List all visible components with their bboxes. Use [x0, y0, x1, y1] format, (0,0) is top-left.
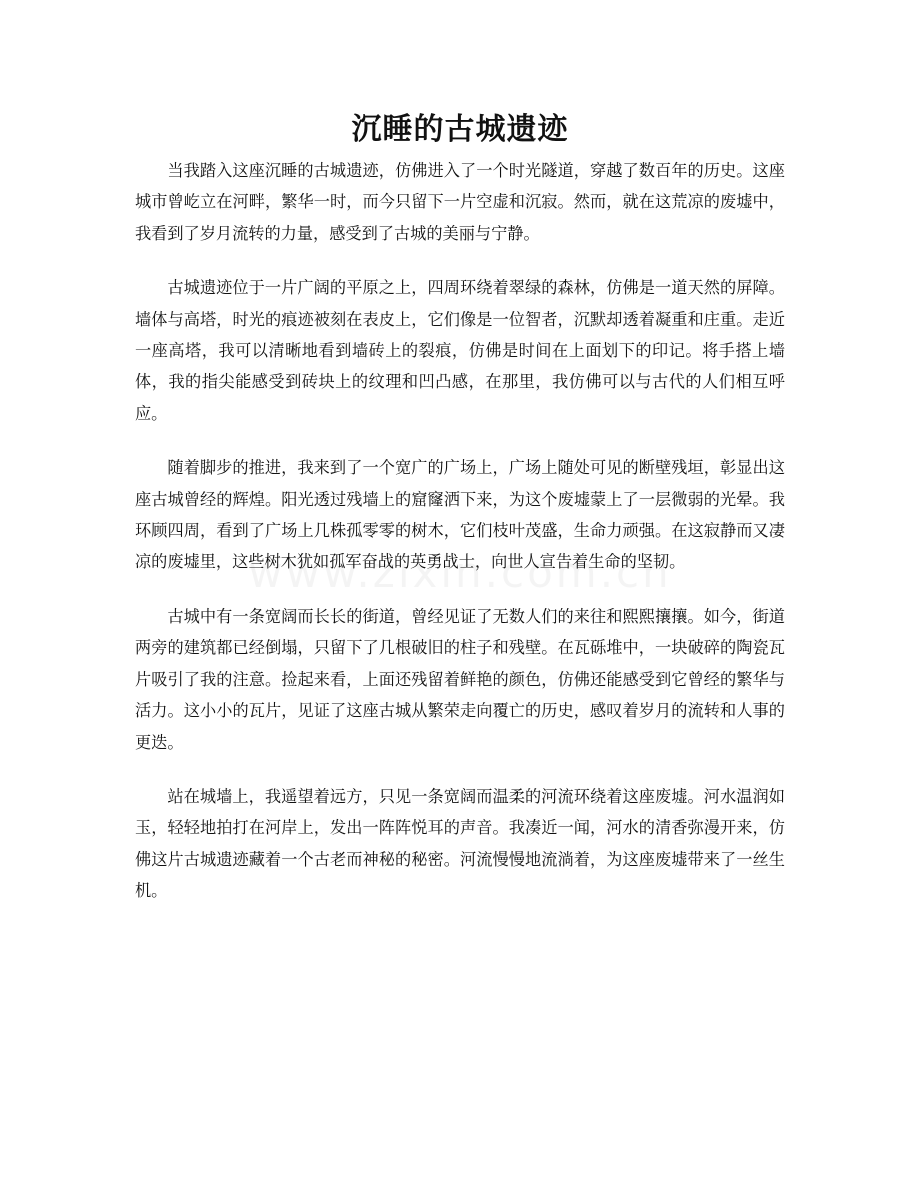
paragraph-2: 古城遗迹位于一片广阔的平原之上，四周环绕着翠绿的森林，仿佛是一道天然的屏障。墙体与高塔，时光的痕迹被刻在表皮上，它们像是一位智者，沉默却透着凝重和庄重。走近一座高塔，我可以清晰地看到墙砖上的裂痕，仿佛是时间在上面划下的印记。将手搭上墙体，我的指尖能感受到砖块上的纹理和凹凸感，在那里，我仿佛可以与古代的人们相互呼应。: [135, 278, 785, 423]
document-body: [135, 155, 785, 930]
paragraph-1: 当我踏入这座沉睡的古城遗迹，仿佛进入了一个时光隧道，穿越了数百年的历史。这座城市曾屹立在河畔，繁华一时，而今只留下一片空虚和沉寂。然而，就在这荒凉的废墟中，我看到了岁月流转的力量，感受到了古城的美丽与宁静。: [135, 161, 785, 243]
paragraph-4: 古城中有一条宽阔而长长的街道，曾经见证了无数人们的来往和熙熙攘攘。如今，街道两旁的建筑都已经倒塌，只留下了几根破旧的柱子和残壁。在瓦砾堆中，一块破碎的陶瓷瓦片吸引了我的注意。捡起来看，上面还残留着鲜艳的颜色，仿佛还能感受到它曾经的繁华与活力。这小小的瓦片，见证了这座古城从繁荣走向覆亡的历史，感叹着岁月的流转和人事的更迭。: [135, 606, 785, 752]
paragraph-5: 站在城墙上，我遥望着远方，只见一条宽阔而温柔的河流环绕着这座废墟。河水温润如玉，轻轻地拍打在河岸上，发出一阵阵悦耳的声音。我凑近一闻，河水的清香弥漫开来，仿佛这片古城遗迹藏着一个古老而神秘的秘密。河流慢慢地流淌着，为这座废墟带来了一丝生机。: [135, 786, 785, 901]
document-title: 沉睡的古城遗迹: [351, 112, 569, 147]
paragraph-3: 随着脚步的推进，我来到了一个宽广的广场上，广场上随处可见的断壁残垣，彰显出这座古城曾经的辉煌。阳光透过残墙上的窟窿洒下来，为这个废墟蒙上了一层微弱的光晕。我环顾四周，看到了广场上几株孤零零的树木，它们枝叶茂盛，生命力顽强。在这寂静而又凄凉的废墟里，这些树木犹如孤军奋战的英勇战士，向世人宣告着生命的坚韧。: [135, 458, 785, 572]
